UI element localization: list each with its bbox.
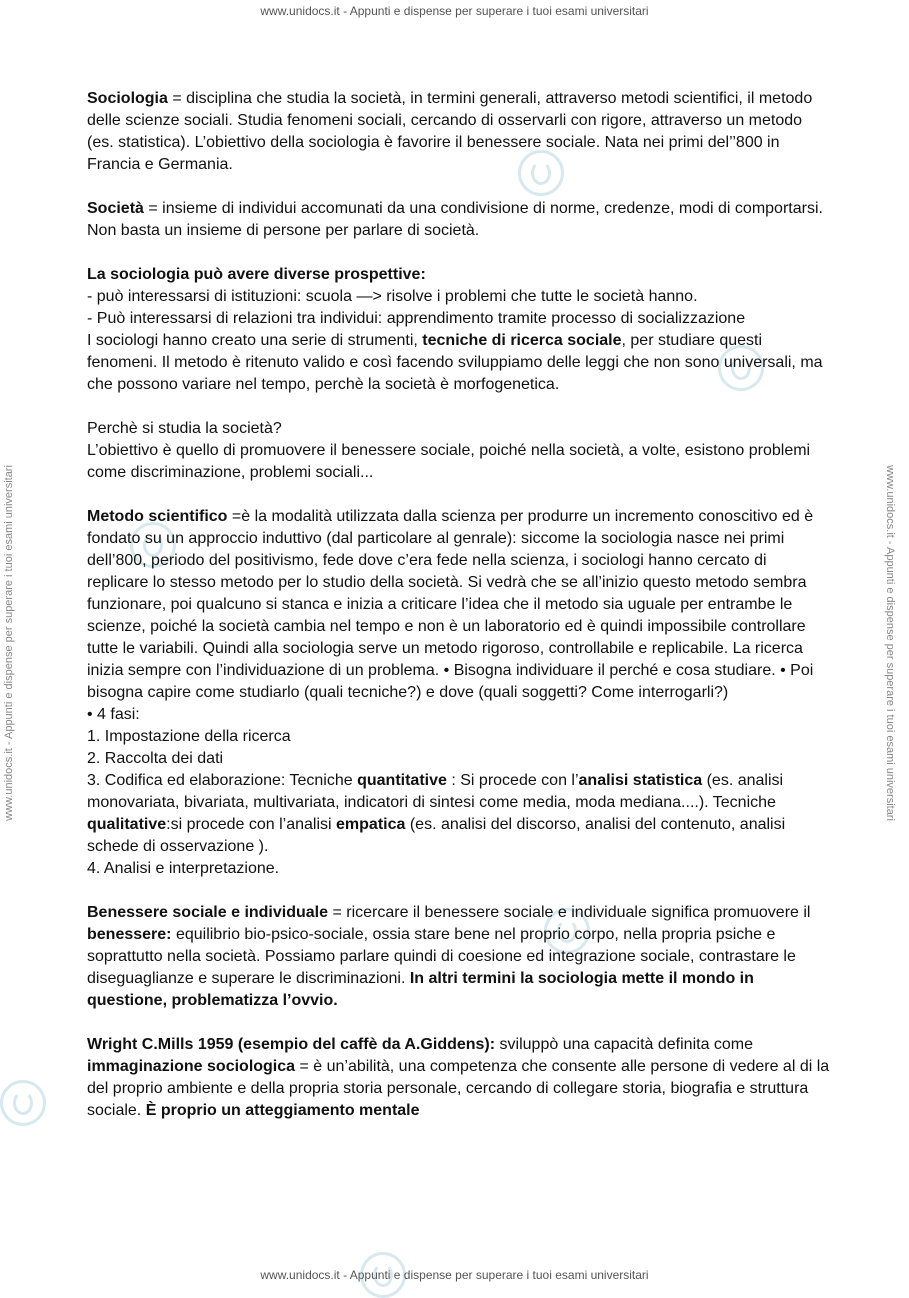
paragraph-mills [87,1034,832,1122]
list-item: - può interessarsi di istituzioni: scuola —> risolve i problemi che tutte le società hanno. [87,288,698,305]
text-segment: 3. Codifica ed elaborazione: Tecniche [87,772,358,789]
definition-sociologia: = disciplina che studia la società, in termini generali, attraverso metodi scientifici, il metodo delle scienze sociali. Studia fenomeni sociali, cercando di osservarli con rigore, attraverso un metodo (es. statistica). L’obiettivo della sociologia è favorire il benessere sociale. Nata nei primi del’’800 in Francia e Germania. [87,90,813,173]
term-societa: Società [87,200,144,217]
text-segment: sviluppò una capacità definita come [495,1036,754,1053]
text-segment: (es. analisi del discorso, analisi del contenuto, analisi schede di osservazione ). [87,816,786,855]
term-qualitative: qualitative [87,816,167,833]
right-side-watermark: www.unidocs.it - Appunti e dispense per superare i tuoi esami universitari [884,465,896,821]
question-perche: Perchè si studia la società? [87,420,282,437]
paragraph-perche [87,418,832,484]
text-segment: , per studiare questi fenomeni. Il metodo è ritenuto valido e così facendo sviluppiamo delle leggi che non sono universali, ma che possono variare nel tempo, perchè la società è morfogenetica. [87,332,823,393]
term-benessere-short: benessere: [87,926,172,943]
term-mills: Wright C.Mills 1959 (esempio del caffè da A.Giddens): [87,1036,496,1053]
text-segment: equilibrio bio-psico-sociale, ossia stare bene nel proprio corpo, nella propria psiche e soprattutto nella società. Possiamo parlare quindi di coesione ed integrazione sociale, contrastare le diseguaglianze e superare le discriminazioni. [87,926,796,987]
text-segment: : Si procede con l’ [446,772,579,789]
term-immaginazione: immaginazione sociologica [87,1058,296,1075]
term-sociologia: Sociologia [87,90,168,107]
watermark-logo-icon [0,1080,46,1126]
term-benessere: Benessere sociale e individuale [87,904,329,921]
definition-societa: = insieme di individui accomunati da una condivisione di norme, credenze, modi di comportarsi. Non basta un insieme di persone per parlare di società. [87,200,823,239]
term-analisi-statistica: analisi statistica [578,772,703,789]
footer-watermark-link[interactable]: www.unidocs.it - Appunti e dispense per superare i tuoi esami universitari [260,1268,649,1282]
list-item: 2. Raccolta dei dati [87,750,224,767]
document-body [87,88,832,1144]
emphasis-text: In altri termini la sociologia mette il mondo in questione, problematizza l’ovvio. [87,970,754,1009]
paragraph-benessere [87,902,832,1012]
text-segment: :si procede con l’analisi [166,816,337,833]
term-empatica: empatica [336,816,406,833]
heading-prospettive: La sociologia può avere diverse prospettive: [87,266,426,283]
text-segment: I sociologi hanno creato una serie di strumenti, [87,332,423,349]
list-item: - Può interessarsi di relazioni tra individui: apprendimento tramite processo di socializzazione [87,310,746,327]
text-segment: (es. analisi monovariata, bivariata, multivariata, indicatori di sintesi come media, moda mediana....). Tecniche [87,772,784,811]
text-segment: = è un’abilità, una competenza che consente alle persone di vedere al di la del proprio ambiente e della propria storia personale, cercando di collegare storia, biografia e struttura sociale. [87,1058,830,1119]
text-strumenti [87,330,832,396]
list-item: 1. Impostazione della ricerca [87,728,291,745]
term-tecniche-ricerca: tecniche di ricerca sociale [422,332,622,349]
list-item [87,770,832,858]
paragraph-societa [87,198,832,242]
list-item: 4. Analisi e interpretazione. [87,860,280,877]
header-watermark-link[interactable]: www.unidocs.it - Appunti e dispense per superare i tuoi esami universitari [260,4,649,18]
paragraph-prospettive [87,264,832,396]
term-metodo-scientifico: Metodo scientifico [87,508,228,525]
text-metodo [87,506,832,704]
paragraph-sociologia [87,88,832,176]
left-side-watermark: www.unidocs.it - Appunti e dispense per superare i tuoi esami universitari [3,465,15,821]
paragraph-metodo [87,506,832,880]
term-quantitative: quantitative [357,772,447,789]
fasi-heading: • 4 fasi: [87,706,140,723]
answer-perche: L’obiettivo è quello di promuovere il benessere sociale, poiché nella società, a volte, esistono problemi come discriminazione, problemi sociali... [87,442,811,481]
emphasis-text: È proprio un atteggiamento mentale [145,1102,420,1119]
text-segment: = ricercare il benessere sociale e individuale significa promuovere il [328,904,811,921]
definition-metodo: =è la modalità utilizzata dalla scienza per produrre un incremento conoscitivo ed è fondato su un approccio induttivo (dal particolare al genrale): siccome la sociologia nasce nei primi dell’800, periodo del positivismo, fede dove c’era fede nella scienza, i sociologi hanno cercato di replicare lo stesso metodo per lo studio della società. Si vedrà che se all’inizio questo metodo sembra funzionare, poi qualcuno si stanca e inizia a criticare l’idea che il metodo sia uguale per entrambe le scienze, poiché la società cambia nel tempo e non è un laboratorio ed è quindi impossibile controllare tutte le variabili. Quindi alla sociologia serve un metodo rigoroso, controllabile e replicabile. La ricerca inizia sempre con l’individuazione di un problema. • Bisogna individuare il perché e cosa studiare. • Poi bisogna capire come studiarlo (quali tecniche?) e dove (quali soggetti? Come interrogarli?) [87,508,814,701]
